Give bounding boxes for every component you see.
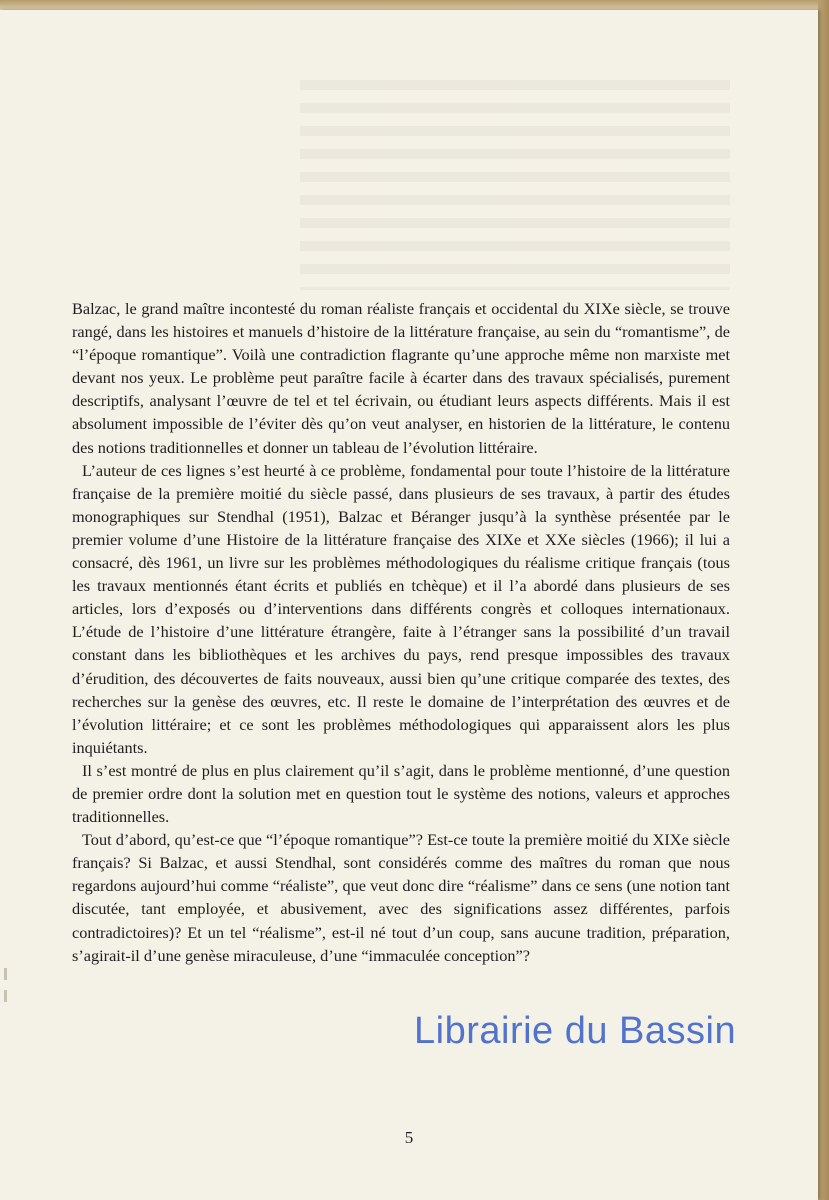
paragraph-2: L’auteur de ces lignes s’est heurté à ce problème, fondamental pour toute l’histoire de la littérature française de la première moitié du siècle passé, dans plusieurs de ses travaux, à partir des études monographiques sur Stendhal (1951), Balzac et Béranger jusqu’à la synthèse présentée par le premier volume d’une Histoire de la littérature française des XIXe et XXe siècles (1966); il lui a consacré, dès 1961, un livre sur les problèmes méthodologiques du réalisme critique français (tous les travaux mentionnés étant écrits et publiés en tchèque) et il l’a abordé dans plusieurs de ses articles, lors d’exposés ou d’interventions dans différents congrès et colloques internationaux. L’étude de l’histoire d’une littérature étrangère, faite à l’étranger sans la possibilité d’un travail constant dans les bibliothèques et les archives du pays, rend presque impossibles des travaux d’érudition, des découvertes de faits nouveaux, aussi bien qu’une critique comparée des textes, des recherches sur la genèse des œuvres, etc. Il reste le domaine de l’interprétation des œuvres et de l’évolution littéraire; et ce sont les problèmes méthodologiques qui apparaissent alors les plus inquiétants.	[72, 460, 730, 757]
page-right-edge	[818, 0, 829, 1200]
book-page	[0, 10, 818, 1200]
paragraph-3: Il s’est montré de plus en plus clairement qu’il s’agit, dans le problème mentionné, d’une question de premier ordre dont la solution met en question tout le système des notions, valeurs et approches traditionnelles.	[72, 760, 730, 827]
page-number: 5	[404, 1128, 414, 1147]
paragraph-1: Balzac, le grand maître incontesté du roman réaliste français et occidental du XIXe siècle, se trouve rangé, dans les histoires et manuels d’histoire de la littérature française, au sein du “romantisme”, de “l’époque romantique”. Voilà une contradiction flagrante qu’une approche même non marxiste met devant nos yeux. Le problème peut paraître facile à écarter dans des travaux spécialisés, purement descriptifs, analysant l’œuvre de tel et tel écrivain, ou étudiant leurs aspects différents. Mais il est absolument impossible de l’éviter dès qu’on veut analyser, en historien de la littérature, le contenu des notions traditionnelles et donner un tableau de l’évolution littéraire.	[72, 299, 730, 457]
margin-mark	[4, 990, 7, 1002]
margin-mark	[4, 968, 7, 980]
body-text	[72, 297, 730, 967]
paragraph-4: Tout d’abord, qu’est-ce que “l’époque romantique”? Est-ce toute la première moitié du XIXe siècle français? Si Balzac, et aussi Stendhal, sont considérés comme des maîtres du roman que nous regardons aujourd’hui comme “réaliste”, que veut donc dire “réalisme” dans ce sens (une notion tant discutée, tant employée, et abusivement, avec des significations assez différentes, parfois contradictoires)? Et un tel “réalisme”, est-il né tout d’un coup, sans aucune tradition, préparation, s’agirait-il d’une genèse miraculeuse, d’une “immaculée conception”?	[72, 830, 730, 965]
watermark-text: Librairie du Bassin	[414, 1010, 737, 1052]
show-through-text	[300, 80, 730, 290]
page-top-edge	[0, 0, 829, 10]
